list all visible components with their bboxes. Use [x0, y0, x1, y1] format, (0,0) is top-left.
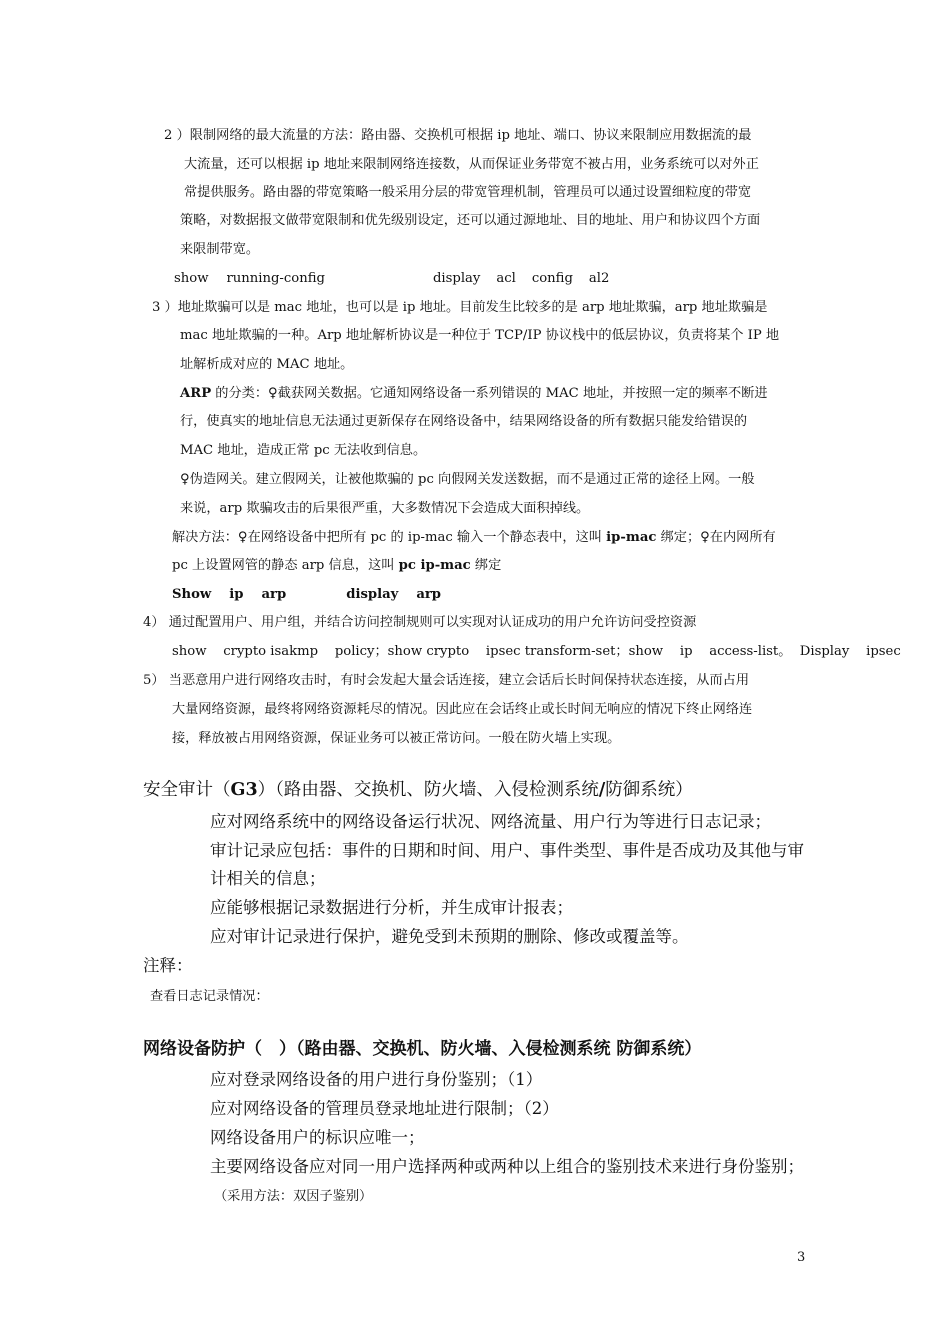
arp-bold: ARP [180, 386, 212, 401]
cmd-word: acl [496, 271, 516, 286]
solution-line-1: 解决方法：♀在网络设备中把所有 pc 的 ip-mac 输入一个静态表中，这叫 ip-mac 绑定；♀在内网所有 [172, 530, 776, 545]
cmd-word: show [174, 271, 209, 286]
para-3-line-2: mac 地址欺骗的一种。Arp 地址解析协议是一种位于 TCP/IP 协议栈中的低层协议，负责将某个 IP 地 [180, 328, 780, 343]
page-number: 3 [797, 1250, 806, 1265]
cmd-word: al2 [588, 271, 610, 286]
para-2-line-1: 2 ）限制网络的最大流量的方法：路由器、交换机可根据 ip 地址、端口、协议来限制应用数据流的最 [164, 128, 752, 143]
protect-item-4: 主要网络设备应对同一用户选择两种或两种以上组合的鉴别技术来进行身份鉴别； [210, 1157, 804, 1176]
note-label: 注释： [143, 956, 193, 975]
solution-line-2: pc 上设置网管的静态 arp 信息，这叫 pc ip-mac 绑定 [172, 558, 502, 573]
para-4-line-1: 4） 通过配置用户、用户组，并结合访问控制规则可以实现对认证成功的用户允许访问受控资源 [143, 615, 697, 630]
audit-item-2-line-2: 计相关的信息； [210, 869, 326, 888]
audit-heading: 安全审计（G3）（路由器、交换机、防火墙、入侵检测系统/防御系统） [143, 780, 693, 800]
view-log-label: 查看日志记录情况： [150, 989, 269, 1004]
para-2-line-3: 常提供服务。路由器的带宽策略一般采用分层的带宽管理机制，管理员可以通过设置细粒度的带宽 [184, 185, 752, 200]
protect-item-1: 应对登录网络设备的用户进行身份鉴别；（1） [210, 1070, 543, 1089]
arp-types-line-2: 行，使真实的地址信息无法通过更新保存在网络设备中，结果网络设备的所有数据只能发给错误的 [180, 414, 748, 429]
para-2-line-4: 策略，对数据报文做带宽限制和优先级别设定，还可以通过源地址、目的地址、用户和协议四个方面 [180, 213, 761, 228]
protect-item-3: 网络设备用户的标识应唯一； [210, 1128, 425, 1147]
cmd-word: config [531, 271, 573, 286]
para-2-line-5: 来限制带宽。 [180, 242, 260, 257]
protect-heading: 网络设备防护（ ）（路由器、交换机、防火墙、入侵检测系统 防御系统） [143, 1039, 702, 1059]
audit-item-2-line-1: 审计记录应包括：事件的日期和时间、用户、事件类型、事件是否成功及其他与审 [210, 841, 804, 860]
fake-gateway-line-1: ♀伪造网关。建立假网关，让被他欺骗的 pc 向假网关发送数据，而不是通过正常的途径上网。一般 [180, 472, 755, 487]
audit-item-4: 应对审计记录进行保护，避免受到未预期的删除、修改或覆盖等。 [210, 927, 689, 946]
para-4-commands: show crypto isakmp policy；show crypto ipsec transform-set；show ip access-list。 Display ipsec [172, 644, 901, 659]
protect-item-2: 应对网络设备的管理员登录地址进行限制；（2） [210, 1099, 559, 1118]
para-3-line-3: 址解析成对应的 MAC 地址。 [180, 357, 354, 372]
audit-item-3: 应能够根据记录数据进行分析，并生成审计报表； [210, 898, 573, 917]
cmd-word: display [432, 271, 481, 286]
fake-gateway-line-2: 来说，arp 欺骗攻击的后果很严重，大多数情况下会造成大面积掉线。 [180, 501, 590, 516]
para-5-line-1: 5） 当恶意用户进行网络攻击时，有时会发起大量会话连接，建立会话后长时间保持状态连接，从而占用 [143, 673, 750, 688]
arp-types-line-1: ARP 的分类：♀截获网关数据。它通知网络设备一系列错误的 MAC 地址，并按照一定的频率不断进 [180, 386, 768, 401]
protect-method: （采用方法：双因子鉴别） [214, 1189, 373, 1204]
para-2-line-2: 大流量，还可以根据 ip 地址来限制网络连接数，从而保证业务带宽不被占用，业务系统可以对外正 [184, 157, 759, 172]
arp-types-line-3: MAC 地址，造成正常 pc 无法收到信息。 [180, 443, 427, 458]
para-5-line-2: 大量网络资源，最终将网络资源耗尽的情况。因此应在会话终止或长时间无响应的情况下终止网络连 [172, 702, 753, 717]
para-3-line-1: 3 ）地址欺骗可以是 mac 地址，也可以是 ip 地址。目前发生比较多的是 arp 地址欺骗，arp 地址欺骗是 [152, 300, 768, 315]
para-5-line-3: 接，释放被占用网络资源，保证业务可以被正常访问。一般在防火墙上实现。 [172, 731, 621, 746]
cmd-word: running-config [226, 271, 325, 286]
para-2-commands [174, 269, 609, 289]
para-3-commands: Show ip arp display arp [172, 587, 442, 602]
audit-item-1: 应对网络系统中的网络设备运行状况、网络流量、用户行为等进行日志记录； [210, 812, 771, 831]
